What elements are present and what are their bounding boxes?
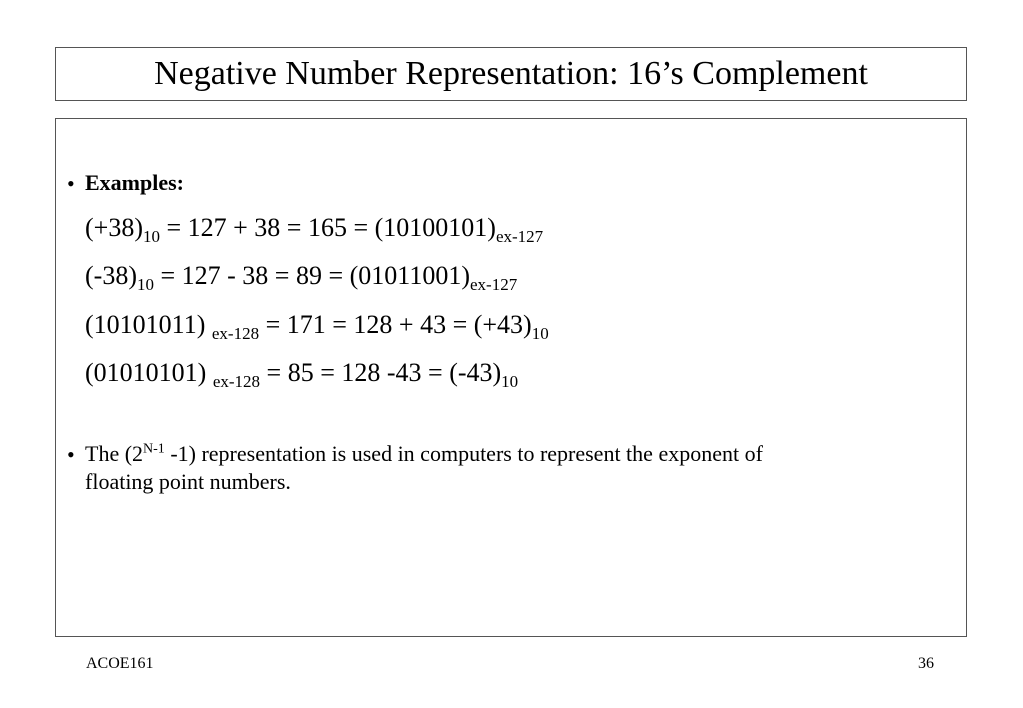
equation-3: (10101011) $_{ex-128} = 171 = 128 + 43 = (+43)_{10}$ [85, 310, 549, 344]
bullet-examples: • [67, 171, 75, 196]
footer-course: ACOE161 [86, 655, 154, 672]
equation-1: $(+38)_{10} = 127 + 38 = 165 = (10100101)_{ex-127}$ [85, 213, 544, 247]
footer-page-number: 36 [918, 655, 934, 672]
note-text: The ($2^{N-1}$ -1) representation is used in computers to represent the exponent of floating point numbers. [85, 441, 763, 494]
bullet-note: • [67, 442, 75, 467]
equation-2: $(-38)_{10} = 127 - 38 = 89 = (01011001)_{ex-127}$ [85, 261, 518, 295]
examples-label: Examples: [85, 170, 184, 195]
slide-title: Negative Number Representation: 16’s Complement [154, 55, 868, 92]
content-box [55, 118, 967, 637]
title-box [55, 47, 967, 101]
equation-4: (01010101) $_{ex-128}$ = 85 = 128 $-43 = (-43)_{10}$ [85, 358, 519, 392]
